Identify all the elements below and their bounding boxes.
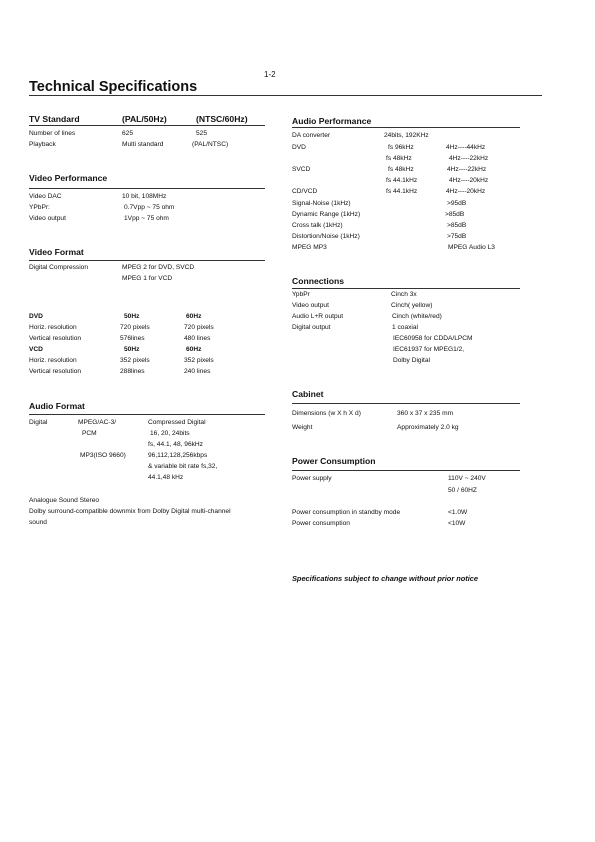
spec-label: Weight <box>292 424 313 431</box>
dvd-label: DVD <box>29 313 43 320</box>
spec-label: Vertical resolution <box>29 335 82 342</box>
footer-note: Specifications subject to change without prior notice <box>292 574 479 583</box>
spec-label: Power supply <box>292 475 332 482</box>
title-rule <box>29 95 542 96</box>
spec-value: (PAL/NTSC) <box>192 141 229 148</box>
spec-label: Audio L+R output <box>292 313 344 320</box>
section-rule <box>292 403 520 404</box>
page-title: Technical Specifications <box>29 79 198 95</box>
spec-value: 1 coaxial <box>392 324 419 331</box>
spec-value: >95dB <box>447 200 467 207</box>
spec-value: fs 96kHz <box>388 144 414 151</box>
section-rule <box>29 260 265 261</box>
spec-value: Compressed Digital <box>148 419 206 426</box>
spec-label: Horiz. resolution <box>29 357 77 364</box>
spec-value: 4Hz----20kHz <box>449 177 489 184</box>
audio-format-heading: Audio Format <box>29 401 85 411</box>
spec-label: Digital <box>29 419 48 426</box>
spec-label: Video output <box>29 215 66 222</box>
spec-label: Digital output <box>292 324 331 331</box>
spec-value: <10W <box>448 520 466 527</box>
spec-label: MPEG/AC-3/ <box>78 419 117 426</box>
spec-value: MPEG 2 for DVD, SVCD <box>122 264 195 271</box>
spec-value: 1Vpp ~ 75 ohm <box>124 215 169 222</box>
freq-heading: 60Hz <box>186 346 202 353</box>
spec-value: 4Hz----22kHz <box>449 155 489 162</box>
spec-label: Power consumption <box>292 520 350 527</box>
spec-value: 10 bit, 108MHz <box>122 193 167 200</box>
spec-value: <1.0W <box>448 509 468 516</box>
section-rule <box>29 414 265 415</box>
spec-label: Analogue Sound Stereo <box>29 497 100 504</box>
spec-value: fs 48kHz <box>388 166 414 173</box>
spec-value: MPEG Audio L3 <box>448 244 495 251</box>
spec-value: MPEG 1 for VCD <box>122 275 173 282</box>
spec-label: MPEG MP3 <box>292 244 327 251</box>
ntsc-column-heading: (NTSC/60Hz) <box>196 114 248 124</box>
spec-label: CD/VCD <box>292 188 318 195</box>
spec-label: Video DAC <box>29 193 62 200</box>
spec-value: Approximately 2.0 kg <box>397 424 459 431</box>
spec-label: PCM <box>82 430 97 437</box>
spec-label: Cross talk (1kHz) <box>292 222 343 229</box>
spec-value: Dolby Digital <box>393 357 431 364</box>
spec-value: IEC61937 for MPEG1/2, <box>393 346 465 353</box>
spec-value: & variable bit rate fs,32, <box>148 463 218 470</box>
audio-performance-heading: Audio Performance <box>292 116 372 126</box>
power-heading: Power Consumption <box>292 456 376 466</box>
freq-heading: 50Hz <box>124 313 140 320</box>
freq-heading: 60Hz <box>186 313 202 320</box>
section-rule <box>292 127 520 128</box>
spec-value: fs 44.1kHz <box>386 188 418 195</box>
spec-value: 625 <box>122 130 134 137</box>
spec-label: Vertical resolution <box>29 368 82 375</box>
spec-label: Signal-Noise (1kHz) <box>292 200 351 207</box>
spec-value: 576lines <box>120 335 145 342</box>
spec-label: YPbPr: <box>29 204 50 211</box>
spec-value: 352 pixels <box>120 357 150 364</box>
spec-value: >75dB <box>447 233 467 240</box>
section-rule <box>292 470 520 471</box>
spec-value: 480 lines <box>184 335 211 342</box>
cabinet-heading: Cabinet <box>292 389 324 399</box>
section-rule <box>292 288 520 289</box>
spec-label: YpbPr <box>292 291 310 298</box>
spec-value: Multi standard <box>122 141 164 148</box>
page-number: 1-2 <box>264 70 276 79</box>
spec-value: 240 lines <box>184 368 211 375</box>
spec-value: 720 pixels <box>184 324 214 331</box>
spec-label: DVD <box>292 144 306 151</box>
spec-label: Dimensions (w X h X d) <box>292 410 361 417</box>
spec-value: fs, 44.1, 48, 96kHz <box>148 441 203 448</box>
spec-label: Power consumption in standby mode <box>292 509 401 516</box>
spec-label: DA converter <box>292 132 331 139</box>
spec-label: sound <box>29 519 47 526</box>
spec-label: Video output <box>292 302 329 309</box>
spec-value: Cinch 3x <box>391 291 417 298</box>
spec-value: 4Hz----22kHz <box>447 166 487 173</box>
section-rule <box>29 125 265 126</box>
spec-value: 525 <box>196 130 208 137</box>
spec-value: >85dB <box>447 222 467 229</box>
spec-label: Digital Compression <box>29 264 88 271</box>
video-format-heading: Video Format <box>29 247 84 257</box>
spec-label: Distortion/Noise (1kHz) <box>292 233 360 240</box>
spec-value: 44.1,48 kHz <box>148 474 184 481</box>
spec-value: 16, 20, 24bits <box>150 430 190 437</box>
spec-value: >85dB <box>445 211 465 218</box>
spec-value: fs 48kHz <box>386 155 412 162</box>
spec-value: 288lines <box>120 368 145 375</box>
section-rule <box>29 188 265 189</box>
spec-value: fs 44.1kHz <box>386 177 418 184</box>
spec-label: MP3(ISO 9660) <box>80 452 126 459</box>
spec-value: Cinch( yellow) <box>391 302 433 309</box>
spec-value: 352 pixels <box>184 357 214 364</box>
connections-heading: Connections <box>292 276 345 286</box>
spec-label: Dolby surround-compatible downmix from Dolby Digital multi-channel <box>29 508 231 515</box>
spec-value: 4Hz----20kHz <box>446 188 486 195</box>
video-performance-heading: Video Performance <box>29 173 108 183</box>
vcd-label: VCD <box>29 346 43 353</box>
spec-value: 720 pixels <box>120 324 150 331</box>
spec-value: 0.7Vpp ~ 75 ohm <box>124 204 175 211</box>
spec-value: 4Hz----44kHz <box>446 144 486 151</box>
spec-value: 96,112,128,256kbps <box>148 452 208 459</box>
spec-value: 50 / 60HZ <box>448 487 477 494</box>
spec-label: Playback <box>29 141 56 148</box>
spec-value: 24bits, 192KHz <box>384 132 429 139</box>
spec-label: Dynamic Range (1kHz) <box>292 211 361 218</box>
tv-standard-heading: TV Standard <box>29 114 80 124</box>
spec-label: Horiz. resolution <box>29 324 77 331</box>
spec-label: Number of lines <box>29 130 76 137</box>
spec-value: 110V ~ 240V <box>448 475 486 482</box>
spec-label: SVCD <box>292 166 311 173</box>
pal-column-heading: (PAL/50Hz) <box>122 114 167 124</box>
spec-value: 360 x 37 x 235 mm <box>397 410 454 417</box>
spec-value: Cinch (white/red) <box>392 313 442 320</box>
spec-value: IEC60958 for CDDA/LPCM <box>393 335 473 342</box>
freq-heading: 50Hz <box>124 346 140 353</box>
